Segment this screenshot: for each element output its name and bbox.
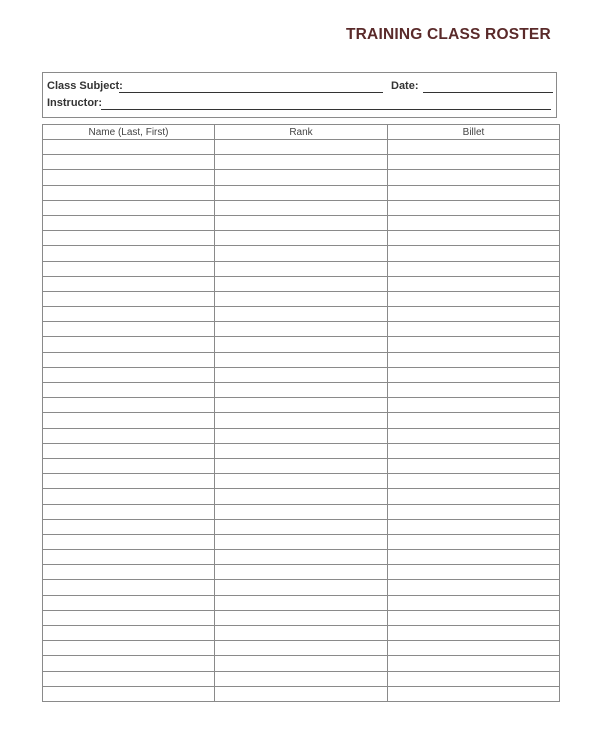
table-row <box>43 458 560 473</box>
roster-cell-name[interactable] <box>43 398 215 413</box>
roster-cell-billet[interactable] <box>388 291 560 306</box>
roster-cell-rank[interactable] <box>215 519 388 534</box>
roster-cell-name[interactable] <box>43 504 215 519</box>
table-row <box>43 185 560 200</box>
table-row <box>43 580 560 595</box>
table-row <box>43 610 560 625</box>
table-row <box>43 215 560 230</box>
roster-cell-rank[interactable] <box>215 170 388 185</box>
table-row <box>43 261 560 276</box>
roster-cell-billet[interactable] <box>388 519 560 534</box>
roster-cell-name[interactable] <box>43 352 215 367</box>
roster-cell-rank[interactable] <box>215 307 388 322</box>
roster-cell-billet[interactable] <box>388 641 560 656</box>
table-row <box>43 489 560 504</box>
roster-cell-rank[interactable] <box>215 140 388 155</box>
roster-cell-billet[interactable] <box>388 155 560 170</box>
roster-cell-rank[interactable] <box>215 276 388 291</box>
roster-cell-billet[interactable] <box>388 215 560 230</box>
roster-cell-billet[interactable] <box>388 458 560 473</box>
roster-cell-billet[interactable] <box>388 185 560 200</box>
roster-table <box>42 124 560 702</box>
roster-cell-billet[interactable] <box>388 170 560 185</box>
table-header-row <box>43 125 560 140</box>
instructor-field[interactable] <box>101 109 551 110</box>
table-row <box>43 413 560 428</box>
roster-cell-rank[interactable] <box>215 231 388 246</box>
roster-cell-rank[interactable] <box>215 185 388 200</box>
roster-cell-rank[interactable] <box>215 291 388 306</box>
date-label: Date: <box>391 80 419 92</box>
roster-cell-billet[interactable] <box>388 626 560 641</box>
column-header-rank: Rank <box>215 125 388 140</box>
roster-cell-billet[interactable] <box>388 595 560 610</box>
roster-cell-billet[interactable] <box>388 443 560 458</box>
roster-cell-billet[interactable] <box>388 474 560 489</box>
roster-cell-billet[interactable] <box>388 200 560 215</box>
roster-cell-name[interactable] <box>43 550 215 565</box>
roster-cell-name[interactable] <box>43 458 215 473</box>
roster-cell-rank[interactable] <box>215 595 388 610</box>
table-row <box>43 656 560 671</box>
roster-cell-rank[interactable] <box>215 671 388 686</box>
roster-cell-rank[interactable] <box>215 337 388 352</box>
roster-cell-billet[interactable] <box>388 307 560 322</box>
roster-cell-rank[interactable] <box>215 246 388 261</box>
table-row <box>43 565 560 580</box>
roster-cell-rank[interactable] <box>215 489 388 504</box>
instructor-label: Instructor: <box>47 97 102 109</box>
roster-cell-rank[interactable] <box>215 656 388 671</box>
table-row <box>43 337 560 352</box>
roster-cell-name[interactable] <box>43 261 215 276</box>
column-header-billet: Billet <box>388 125 560 140</box>
table-row <box>43 504 560 519</box>
roster-cell-rank[interactable] <box>215 413 388 428</box>
table-row <box>43 443 560 458</box>
roster-cell-billet[interactable] <box>388 565 560 580</box>
table-row <box>43 398 560 413</box>
table-row <box>43 276 560 291</box>
table-row <box>43 626 560 641</box>
roster-cell-name[interactable] <box>43 185 215 200</box>
roster-cell-billet[interactable] <box>388 610 560 625</box>
roster-cell-rank[interactable] <box>215 443 388 458</box>
roster-cell-rank[interactable] <box>215 580 388 595</box>
class-subject-label: Class Subject: <box>47 80 123 92</box>
roster-cell-rank[interactable] <box>215 155 388 170</box>
roster-cell-billet[interactable] <box>388 337 560 352</box>
roster-cell-billet[interactable] <box>388 656 560 671</box>
table-row <box>43 671 560 686</box>
roster-cell-billet[interactable] <box>388 413 560 428</box>
roster-cell-name[interactable] <box>43 170 215 185</box>
roster-cell-billet[interactable] <box>388 580 560 595</box>
roster-cell-name[interactable] <box>43 656 215 671</box>
roster-cell-billet[interactable] <box>388 322 560 337</box>
roster-cell-billet[interactable] <box>388 534 560 549</box>
roster-cell-rank[interactable] <box>215 398 388 413</box>
roster-cell-name[interactable] <box>43 580 215 595</box>
roster-cell-rank[interactable] <box>215 504 388 519</box>
roster-cell-name[interactable] <box>43 215 215 230</box>
class-subject-field[interactable] <box>119 92 383 93</box>
roster-cell-billet[interactable] <box>388 383 560 398</box>
roster-cell-billet[interactable] <box>388 276 560 291</box>
table-row <box>43 428 560 443</box>
roster-cell-name[interactable] <box>43 337 215 352</box>
table-row <box>43 474 560 489</box>
roster-cell-rank[interactable] <box>215 383 388 398</box>
roster-cell-name[interactable] <box>43 671 215 686</box>
roster-cell-name[interactable] <box>43 489 215 504</box>
roster-cell-name[interactable] <box>43 443 215 458</box>
table-row <box>43 322 560 337</box>
roster-cell-billet[interactable] <box>388 550 560 565</box>
page-title: TRAINING CLASS ROSTER <box>346 26 551 43</box>
roster-cell-rank[interactable] <box>215 534 388 549</box>
table-row <box>43 383 560 398</box>
roster-cell-billet[interactable] <box>388 231 560 246</box>
roster-cell-billet[interactable] <box>388 671 560 686</box>
table-row <box>43 140 560 155</box>
class-info-box <box>42 72 557 118</box>
roster-cell-billet[interactable] <box>388 504 560 519</box>
roster-cell-rank[interactable] <box>215 565 388 580</box>
roster-cell-name[interactable] <box>43 246 215 261</box>
roster-cell-rank[interactable] <box>215 641 388 656</box>
roster-cell-name[interactable] <box>43 367 215 382</box>
roster-cell-rank[interactable] <box>215 610 388 625</box>
roster-cell-name[interactable] <box>43 276 215 291</box>
roster-cell-billet[interactable] <box>388 428 560 443</box>
table-row <box>43 519 560 534</box>
roster-cell-name[interactable] <box>43 413 215 428</box>
roster-cell-name[interactable] <box>43 291 215 306</box>
roster-cell-rank[interactable] <box>215 200 388 215</box>
table-row <box>43 200 560 215</box>
roster-cell-rank[interactable] <box>215 626 388 641</box>
roster-cell-name[interactable] <box>43 200 215 215</box>
table-row <box>43 352 560 367</box>
table-row <box>43 534 560 549</box>
roster-cell-rank[interactable] <box>215 428 388 443</box>
roster-cell-rank[interactable] <box>215 474 388 489</box>
table-row <box>43 367 560 382</box>
roster-cell-rank[interactable] <box>215 686 388 701</box>
roster-cell-name[interactable] <box>43 322 215 337</box>
roster-cell-name[interactable] <box>43 155 215 170</box>
roster-cell-name[interactable] <box>43 231 215 246</box>
table-row <box>43 246 560 261</box>
roster-cell-name[interactable] <box>43 641 215 656</box>
roster-cell-rank[interactable] <box>215 550 388 565</box>
roster-cell-billet[interactable] <box>388 686 560 701</box>
table-row <box>43 155 560 170</box>
roster-cell-billet[interactable] <box>388 246 560 261</box>
table-row <box>43 595 560 610</box>
roster-cell-name[interactable] <box>43 534 215 549</box>
roster-cell-rank[interactable] <box>215 367 388 382</box>
roster-cell-rank[interactable] <box>215 458 388 473</box>
roster-cell-rank[interactable] <box>215 352 388 367</box>
roster-cell-rank[interactable] <box>215 261 388 276</box>
table-row <box>43 170 560 185</box>
roster-cell-name[interactable] <box>43 428 215 443</box>
roster-cell-billet[interactable] <box>388 140 560 155</box>
table-row <box>43 686 560 701</box>
roster-cell-billet[interactable] <box>388 367 560 382</box>
roster-cell-billet[interactable] <box>388 352 560 367</box>
roster-cell-name[interactable] <box>43 519 215 534</box>
table-row <box>43 231 560 246</box>
roster-cell-name[interactable] <box>43 595 215 610</box>
column-header-name: Name (Last, First) <box>43 125 215 140</box>
roster-cell-name[interactable] <box>43 610 215 625</box>
date-field[interactable] <box>423 92 553 93</box>
roster-cell-billet[interactable] <box>388 489 560 504</box>
table-row <box>43 641 560 656</box>
roster-cell-name[interactable] <box>43 626 215 641</box>
roster-cell-rank[interactable] <box>215 215 388 230</box>
roster-cell-name[interactable] <box>43 307 215 322</box>
table-row <box>43 550 560 565</box>
roster-cell-name[interactable] <box>43 565 215 580</box>
table-row <box>43 307 560 322</box>
roster-cell-name[interactable] <box>43 686 215 701</box>
roster-cell-billet[interactable] <box>388 261 560 276</box>
roster-cell-name[interactable] <box>43 140 215 155</box>
roster-cell-billet[interactable] <box>388 398 560 413</box>
roster-cell-rank[interactable] <box>215 322 388 337</box>
roster-cell-name[interactable] <box>43 383 215 398</box>
table-row <box>43 291 560 306</box>
roster-cell-name[interactable] <box>43 474 215 489</box>
